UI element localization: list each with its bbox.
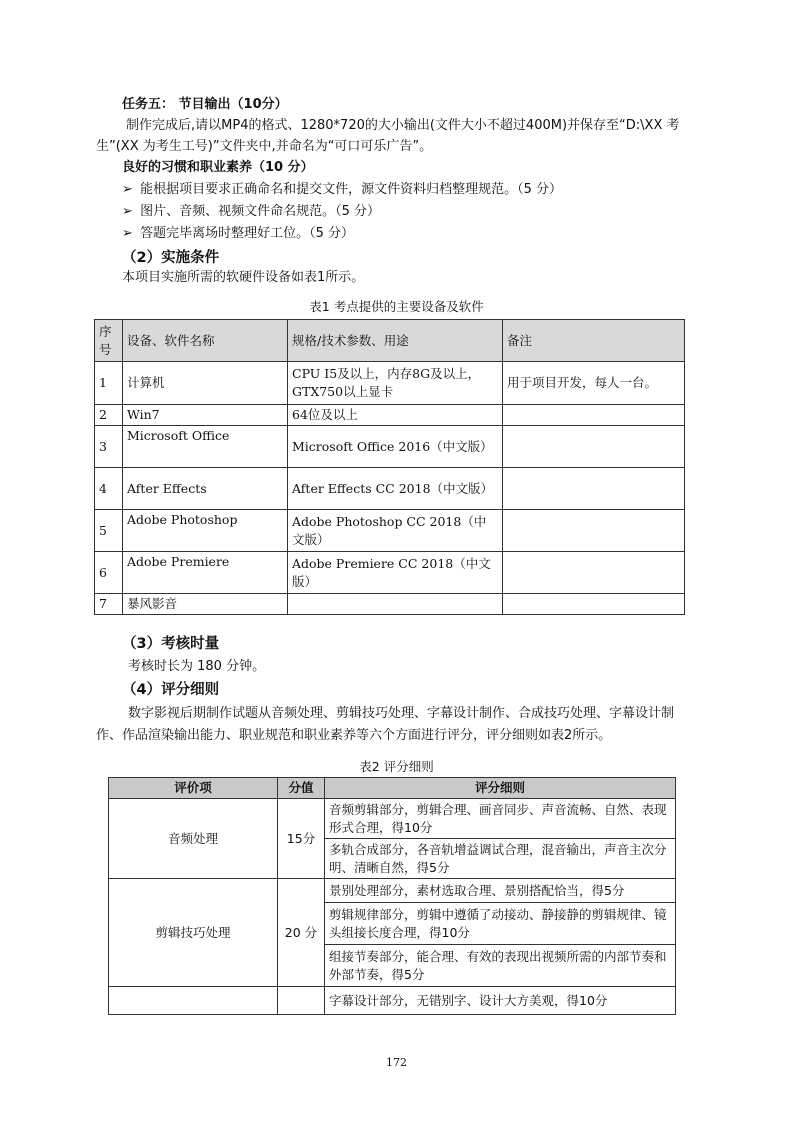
table-row [109, 879, 676, 903]
cell-index: 6 [95, 552, 123, 594]
habits-item-text: 能根据项目要求正确命名和提交文件，源文件资料归档整理规范。（5 分） [140, 182, 563, 197]
column-header-name: 设备、软件名称 [123, 320, 288, 362]
section2-text: 本项目实施所需的软硬件设备如表1所示。 [122, 270, 365, 285]
cell-notes [503, 594, 685, 615]
cell-spec: Adobe Photoshop CC 2018（中文版） [288, 510, 503, 552]
cell-notes [503, 426, 685, 468]
cell-notes [503, 468, 685, 510]
cell-notes: 用于项目开发，每人一台。 [503, 362, 685, 405]
cell-detail: 剪辑规律部分，剪辑中遵循了动接动、静接静的剪辑规律、镜头组接长度合理，得10分 [325, 903, 676, 945]
cell-index: 2 [95, 405, 123, 426]
habits-item [122, 180, 562, 200]
cell-score: 15分 [278, 799, 325, 879]
cell-index: 3 [95, 426, 123, 468]
cell-index: 4 [95, 468, 123, 510]
cell-detail: 景别处理部分，素材选取合理、景别搭配恰当，得5分 [325, 879, 676, 903]
habits-title: 良好的习惯和职业素养（10 分） [122, 160, 314, 175]
task5-paragraph-line-2: 生”(XX 为考生工号)”文件夹中,并命名为“可口可乐广告”。 [96, 139, 433, 154]
cell-spec: CPU I5及以上，内存8G及以上，GTX750以上显卡 [288, 362, 503, 405]
cell-index: 7 [95, 594, 123, 615]
cell-spec: 64位及以上 [288, 405, 503, 426]
bullet-arrow-icon: ➢ [122, 226, 133, 241]
habits-item [122, 202, 380, 222]
section2-heading: （2）实施条件 [122, 250, 220, 266]
table-row [95, 594, 685, 615]
cell-name: Adobe Photoshop [123, 510, 288, 552]
cell-detail: 组接节奏部分，能合理、有效的表现出视频所需的内部节奏和外部节奏，得5分 [325, 945, 676, 987]
task5-title: 任务五： 节目输出（10分） [122, 97, 288, 112]
table-row [95, 426, 685, 468]
cell-index: 1 [95, 362, 123, 405]
cell-score [278, 987, 325, 1015]
cell-notes [503, 405, 685, 426]
cell-index: 5 [95, 510, 123, 552]
column-header-notes: 备注 [503, 320, 685, 362]
cell-name: 计算机 [123, 362, 288, 405]
section4-paragraph-line-1: 数字影视后期制作试题从音频处理、剪辑技巧处理、字幕设计制作、合成技巧处理、字幕设计制 [128, 706, 675, 721]
bullet-arrow-icon: ➢ [122, 204, 133, 219]
cell-spec [288, 594, 503, 615]
scoring-table [108, 777, 676, 1015]
column-header-spec: 规格/技术参数、用途 [288, 320, 503, 362]
habits-item-text: 答题完毕离场时整理好工位。（5 分） [140, 226, 355, 241]
cell-name: After Effects [123, 468, 288, 510]
equipment-table [94, 319, 685, 615]
column-header-index: 序号 [95, 320, 123, 362]
cell-name: Adobe Premiere [123, 552, 288, 594]
table-row [95, 552, 685, 594]
bullet-arrow-icon: ➢ [122, 182, 133, 197]
table-row [95, 362, 685, 405]
habits-item [122, 224, 354, 244]
table-header-row [95, 320, 685, 362]
task5-paragraph-line-1: 制作完成后,请以MP4的格式、1280*720的大小输出(文件大小不超过400M)并保存至“D:\XX 考 [126, 118, 680, 133]
table-row [95, 510, 685, 552]
cell-name: Win7 [123, 405, 288, 426]
cell-name: Microsoft Office [123, 426, 288, 468]
cell-detail: 字幕设计部分，无错别字、设计大方美观，得10分 [325, 987, 676, 1015]
column-header-score: 分值 [278, 778, 325, 799]
table-row [109, 987, 676, 1015]
cell-item: 音频处理 [109, 799, 278, 879]
table1-caption: 表1 考点提供的主要设备及软件 [309, 299, 484, 314]
table-row [95, 405, 685, 426]
table2-caption: 表2 评分细则 [359, 759, 434, 774]
page-number: 172 [386, 1056, 407, 1069]
section4-heading: （4）评分细则 [122, 682, 220, 698]
cell-detail: 音频剪辑部分，剪辑合理、画音同步、声音流畅、自然、表现形式合理，得10分 [325, 799, 676, 839]
column-header-detail: 评分细则 [325, 778, 676, 799]
cell-spec: Adobe Premiere CC 2018（中文版） [288, 552, 503, 594]
table-header-row [109, 778, 676, 799]
cell-item [109, 987, 278, 1015]
column-header-item: 评价项 [109, 778, 278, 799]
section3-text: 考核时长为 180 分钟。 [128, 659, 266, 674]
section4-paragraph-line-2: 作、作品渲染输出能力、职业规范和职业素养等六个方面进行评分，评分细则如表2所示。 [96, 728, 612, 743]
cell-spec: Microsoft Office 2016（中文版） [288, 426, 503, 468]
cell-item: 剪辑技巧处理 [109, 879, 278, 987]
cell-name: 暴风影音 [123, 594, 288, 615]
table-row [109, 799, 676, 839]
section3-heading: （3）考核时量 [122, 636, 220, 652]
cell-score: 20 分 [278, 879, 325, 987]
cell-detail: 多轨合成部分，各音轨增益调试合理，混音输出，声音主次分明、清晰自然，得5分 [325, 839, 676, 879]
cell-notes [503, 510, 685, 552]
habits-item-text: 图片、音频、视频文件命名规范。（5 分） [140, 204, 381, 219]
table-row [95, 468, 685, 510]
cell-notes [503, 552, 685, 594]
cell-spec: After Effects CC 2018（中文版） [288, 468, 503, 510]
